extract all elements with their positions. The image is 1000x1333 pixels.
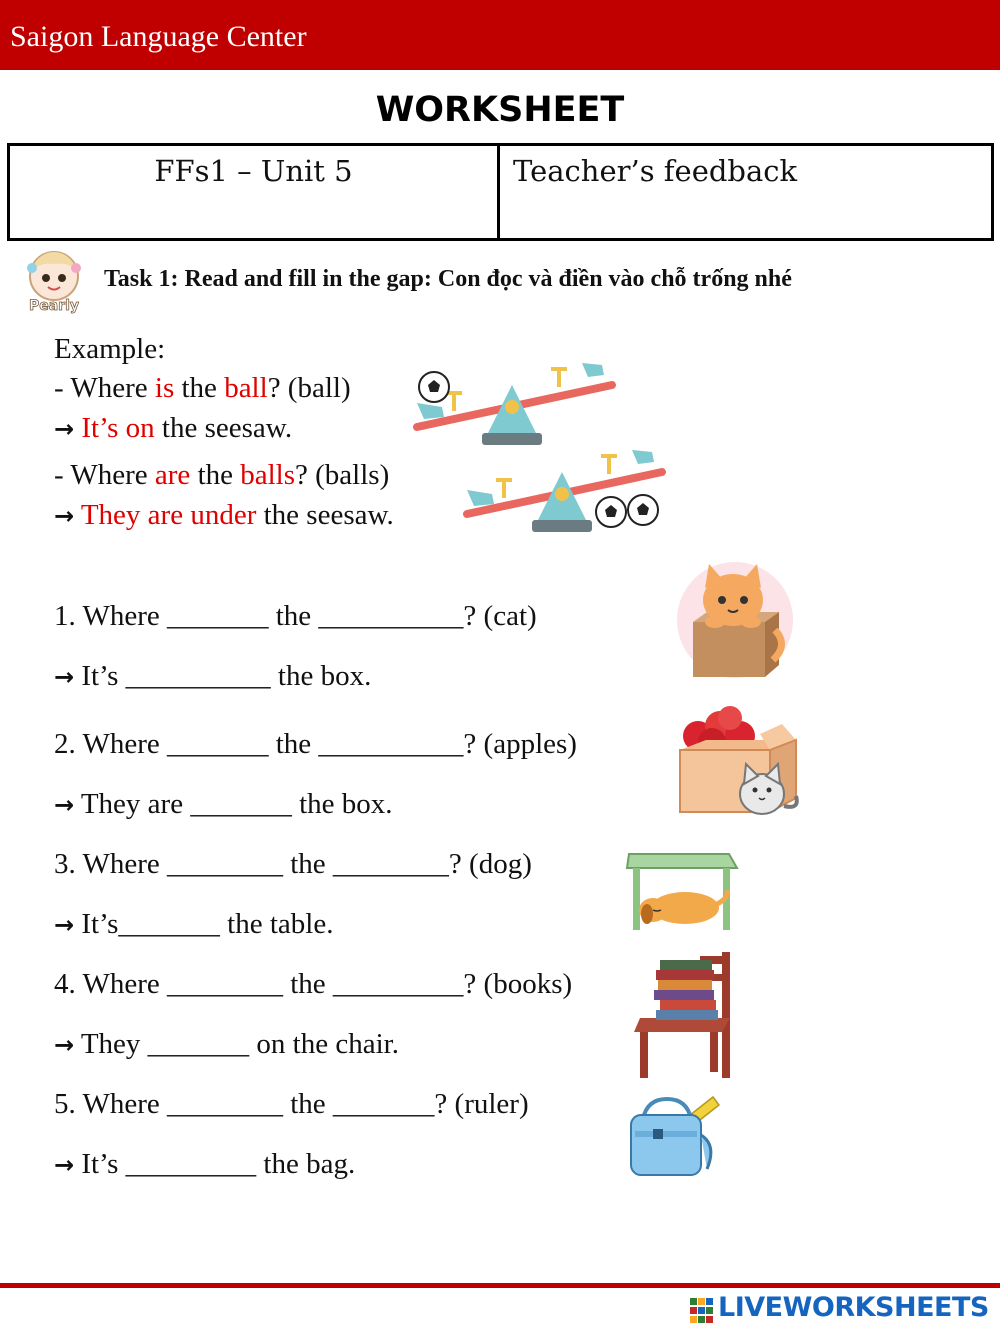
text: the <box>174 372 225 404</box>
arrow-icon: → <box>54 1031 75 1059</box>
text: - Where <box>54 372 155 404</box>
task-instruction: Task 1: Read and fill in the gap: Con đọc và điền vào chỗ trống nhé <box>104 266 792 292</box>
red-text: are <box>154 459 191 491</box>
answer-text: It’s _________ the bag. <box>74 1148 356 1180</box>
answer-text: They are _______ the box. <box>74 788 393 820</box>
text: ? (balls) <box>295 459 390 491</box>
arrow-icon: → <box>54 911 75 939</box>
dog-under-table-picture <box>625 848 740 934</box>
pearly-mascot-icon <box>18 248 90 314</box>
answer-2 <box>54 788 393 821</box>
answer-5 <box>54 1148 355 1181</box>
text: the seesaw. <box>154 412 293 444</box>
red-text: They are under <box>74 499 257 531</box>
arrow-icon: → <box>54 791 75 819</box>
answer-text: It’s_______ the table. <box>74 908 334 940</box>
example-answer-1 <box>54 412 292 445</box>
text: the seesaw. <box>256 499 394 531</box>
question-3: 3. Where ________ the ________? (dog) <box>54 848 532 880</box>
answer-4 <box>54 1028 399 1061</box>
arrow-icon: → <box>54 663 75 691</box>
text: the <box>190 459 241 491</box>
liveworksheets-brand: LIVEWORKSHEETS <box>718 1292 989 1323</box>
text: ? (ball) <box>267 372 351 404</box>
worksheet-title: WORKSHEET <box>375 90 625 130</box>
unit-cell: FFs1 – Unit 5 <box>10 146 500 238</box>
header-title: Saigon Language Center <box>10 20 307 53</box>
answer-1 <box>54 660 371 693</box>
question-5: 5. Where ________ the _______? (ruler) <box>54 1088 529 1120</box>
red-text: is <box>154 372 175 404</box>
arrow-icon: → <box>54 1151 75 1179</box>
info-table <box>7 143 994 241</box>
mascot-label: Pearly <box>28 298 80 314</box>
footer-divider <box>0 1283 1000 1288</box>
example-answer-2 <box>54 499 394 532</box>
answer-text: It’s __________ the box. <box>74 660 372 692</box>
example-label: Example: <box>54 333 166 365</box>
ruler-in-bag-picture <box>627 1095 722 1179</box>
red-text: ball <box>224 372 268 404</box>
arrow-icon: → <box>54 502 75 530</box>
red-text: balls <box>240 459 296 491</box>
example-question-1 <box>54 372 351 405</box>
cat-in-box-picture <box>675 560 795 685</box>
red-text: It’s on <box>74 412 155 444</box>
liveworksheets-logo-icon <box>690 1298 714 1324</box>
arrow-icon: → <box>54 415 75 443</box>
seesaw-balls-under-picture <box>462 442 667 537</box>
question-4: 4. Where ________ the _________? (books) <box>54 968 573 1000</box>
answer-text: They _______ on the chair. <box>74 1028 399 1060</box>
question-1: 1. Where _______ the __________? (cat) <box>54 600 537 632</box>
answer-3 <box>54 908 333 941</box>
question-2: 2. Where _______ the __________? (apples) <box>54 728 577 760</box>
task-header <box>18 248 988 314</box>
example-question-2 <box>54 459 389 492</box>
seesaw-ball-on-picture <box>412 355 617 450</box>
books-on-chair-picture <box>630 948 748 1082</box>
teacher-feedback-cell: Teacher’s feedback <box>513 154 798 188</box>
text: - Where <box>54 459 155 491</box>
apples-in-box-picture <box>676 706 804 822</box>
